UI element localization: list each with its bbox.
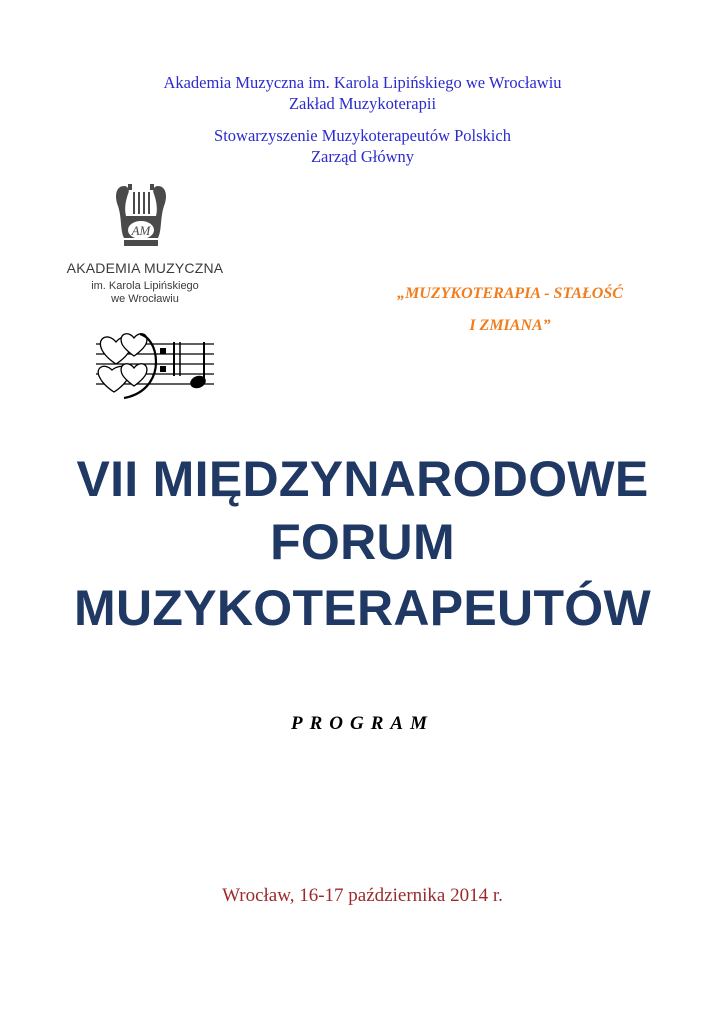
hearts-staff-icon [94,328,219,404]
academy-logo-subline-2: we Wrocławiu [111,293,179,305]
svg-text:AM: AM [131,223,151,238]
organizers-header [0,72,725,114]
board-line: Zarząd Główny [310,147,415,166]
association-line: Stowarzyszenie Muzykoterapeutów Polskich [214,126,511,145]
title-line-3: MUZYKOTERAPEUTÓW [74,580,651,636]
title-line-1: VII MIĘDZYNARODOWE [76,451,649,507]
academy-logo [50,176,240,306]
program-label: PROGRAM [291,713,434,734]
lyre-icon [110,180,172,248]
title-line-2: FORUM [270,514,455,570]
motto-line-2: I ZMIANA” [469,317,551,334]
academy-logo-subline-1: im. Karola Lipińskiego [91,280,199,292]
motto-line-1: „MUZYKOTERAPIA - STAŁOŚĆ [397,285,623,302]
association-header [0,125,725,167]
academy-logo-name: AKADEMIA MUZYCZNA [66,260,224,276]
department-line: Zakład Muzykoterapii [288,94,437,113]
academy-line: Akademia Muzyczna im. Karola Lipińskiego we Wrocławiu [163,73,562,92]
place-and-date: Wrocław, 16-17 października 2014 r. [222,885,503,906]
